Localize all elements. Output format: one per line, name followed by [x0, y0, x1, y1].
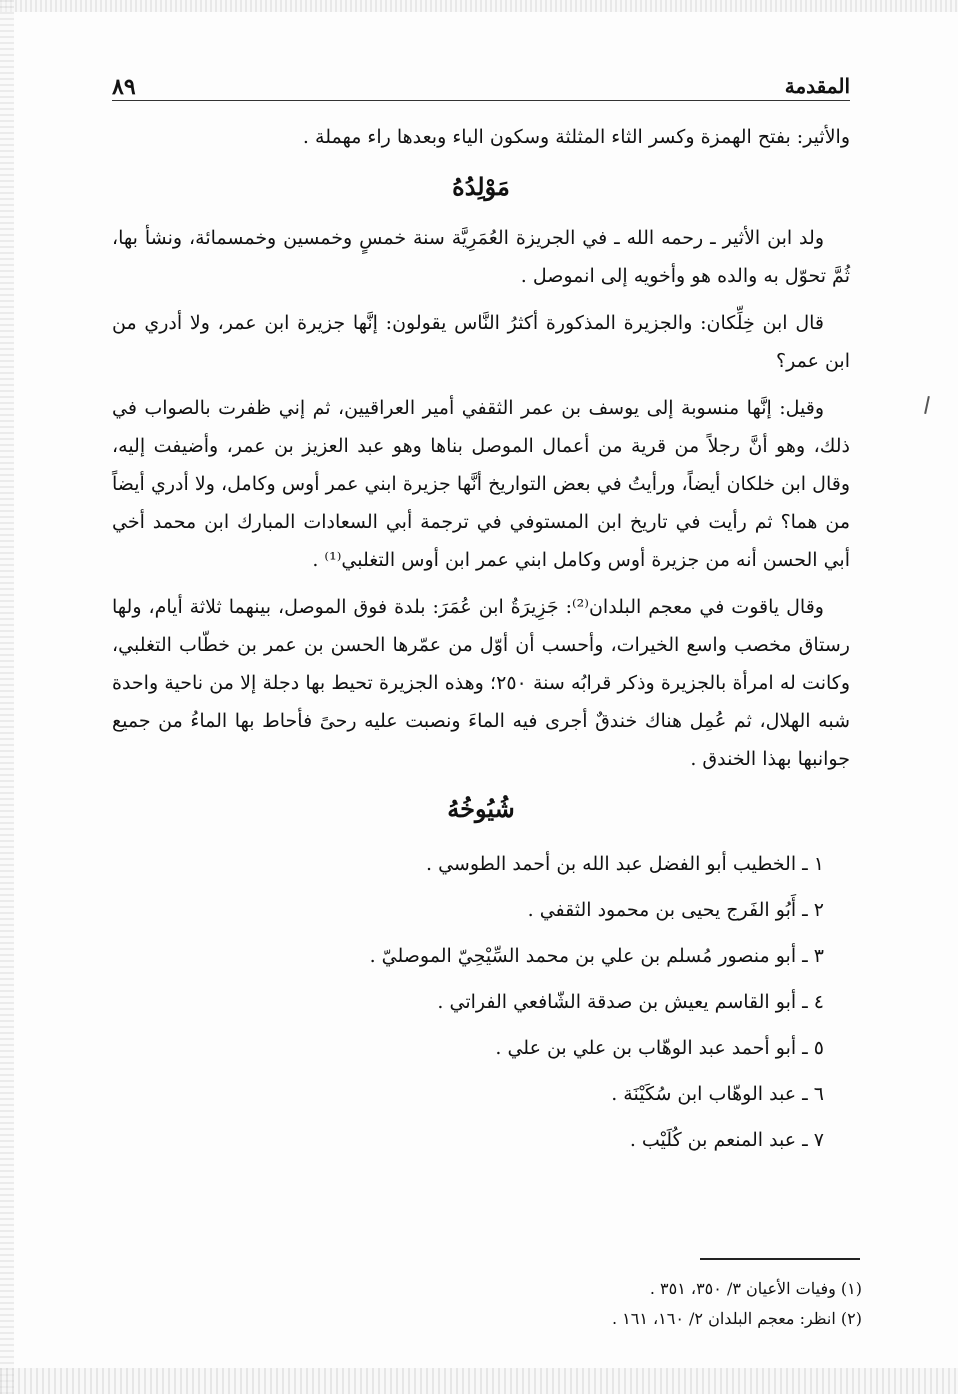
list-item: ٣ ـ أبو منصور مُسلم بن علي بن محمد السِّيْحِيّ الموصليّ . [369, 945, 824, 967]
page-body [112, 118, 850, 1163]
intro-line: والأثير: بفتح الهمزة وكسر الثاء المثلثة وسكون الياء وبعدها راء مهملة . [302, 126, 850, 148]
list-item: ٤ ـ أبو القاسم يعيش بن صدقة الشّافعي الفراتي . [437, 991, 824, 1013]
running-head [112, 68, 850, 108]
scan-edge-left [0, 0, 14, 1394]
paragraph: وقال ياقوت في معجم البلدان⁽²⁾: جَزِيرَةُ ابن عُمَرَ: بلدة فوق الموصل، بينهما ثلاثة أيام، ولها رستاق مخصب واسع الخيرات، وأحسب أن أوّل من عمّرها الحسن بن عمر بن خطّاب التغلبي، وكانت له امرأة بالجزيرة وذكر قرابُه سنة ٢٥٠؛ وهذه الجزيرة تحيط بها دجلة إلا من ناحية واحدة شبه الهلال، ثم عُمِل هناك خندقٌ أجرى فيه الماءَ ونصبت عليه رحىً فأحاط بها الماءُ من جميع جوانبها بهذا الخندق . [112, 596, 851, 770]
teachers-list [112, 841, 850, 1163]
footnote: (١) وفيات الأعيان ٣/ ٣٥٠، ٣٥١ . [649, 1279, 862, 1298]
section-heading-birth: مَوْلِدُهُ [452, 172, 510, 201]
footnotes [112, 1274, 862, 1334]
paragraph: وقيل: إنَّها منسوبة إلى يوسف بن عمر الثقفي أمير العراقيين، ثم إني ظفرت بالصواب في ذلك، وهو أنَّ رجلاً من قرية من أعمال الموصل بناها وهو عبد العزيز بن عمر، وأضيفت إليه، وقال ابن خلكان أيضاً، ورأيتُ في بعض التواريخ أنَّها جزيرة ابني عمر أوس وكامل، ولا أدري أيضاً من هما؟ ثم رأيت في تاريخ ابن المستوفي في ترجمة أبي السعادات المبارك ابن محمد أخي أبي الحسن أنه من جزيرة أوس وكامل ابني عمر ابن أوس التغلبي⁽¹⁾ . [112, 397, 850, 571]
page-number: ٨٩ [112, 74, 136, 100]
margin-mark [924, 396, 930, 414]
list-item: ٥ ـ أبو أحمد عبد الوهّاب بن علي بن علي . [495, 1037, 824, 1059]
list-item: ٦ ـ عبد الوهّاب ابن سُكَيْنَة . [611, 1083, 824, 1105]
header-rule [112, 100, 850, 101]
chapter-title: المقدمة [784, 74, 850, 98]
scan-edge-top [0, 0, 958, 12]
list-item: ٢ ـ أَبُو الفَرج يحيى بن محمود الثقفي . [527, 899, 824, 921]
footnote: (٢) انظر: معجم البلدان ٢/ ١٦٠، ١٦١ . [611, 1309, 862, 1328]
list-item: ١ ـ الخطيب أبو الفضل عبد الله بن أحمد الطوسي . [425, 853, 824, 875]
section-heading-teachers: شُيُوخُهُ [447, 794, 515, 823]
paragraph: ولد ابن الأثير ـ رحمه الله ـ في الجريزة العُمَرِيَّة سنة خمسٍ وخمسين وخمسمائة، ونشأ بها، ثُمَّ تحوّل به والده هو وأخويه إلى انموصل . [112, 227, 850, 287]
paragraph: قال ابن خِلِّكان: والجزيرة المذكورة أكثرُ النَّاس يقولون: إنَّها جزيرة ابن عمر، ولا أدري من ابن عمر؟ [112, 312, 850, 372]
footnote-rule [700, 1258, 860, 1260]
list-item: ٧ ـ عبد المنعم بن كُلَيْب . [629, 1129, 824, 1151]
scan-edge-bottom [0, 1368, 958, 1394]
